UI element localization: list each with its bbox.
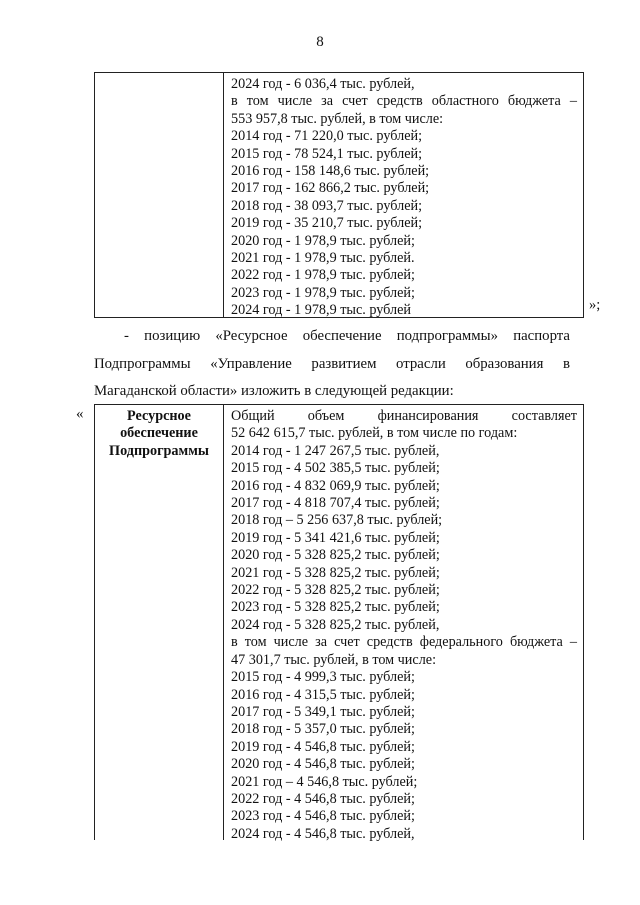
resource-funding-table [94, 404, 584, 840]
table-line: 2022 год - 5 328 825,2 тыс. рублей; [231, 582, 440, 599]
table-line: 2014 год - 71 220,0 тыс. рублей; [231, 128, 423, 145]
table-line: 2020 год - 5 328 825,2 тыс. рублей; [231, 547, 440, 564]
table-line: 2016 год - 4 832 069,9 тыс. рублей; [231, 477, 440, 494]
table-line: 2016 год - 4 315,5 тыс. рублей; [231, 686, 415, 703]
table-line: 2019 год - 35 210,7 тыс. рублей; [231, 215, 423, 232]
funding-table-continued [94, 72, 584, 318]
table-line: 2021 год - 5 328 825,2 тыс. рублей; [231, 564, 440, 581]
table-line: 2023 год - 5 328 825,2 тыс. рублей; [231, 599, 440, 616]
table-line: 2015 год - 4 502 385,5 тыс. рублей; [231, 460, 440, 477]
table-line: 2022 год - 1 978,9 тыс. рублей; [231, 267, 415, 284]
table-value-cell [231, 76, 577, 320]
table-line: 2019 год - 4 546,8 тыс. рублей; [231, 738, 415, 755]
table-line: 2024 год - 5 328 825,2 тыс. рублей, [231, 616, 440, 633]
paragraph-line: - позицию «Ресурсное обеспечение подпрограммы» паспорта [124, 328, 570, 344]
table-line: 553 957,8 тыс. рублей, в том числе: [231, 110, 444, 127]
label-line: обеспечение [120, 425, 198, 442]
table-line: 2020 год - 4 546,8 тыс. рублей; [231, 756, 415, 773]
paragraph-line: Подпрограммы «Управление развитием отрасли образования в [94, 356, 570, 372]
table-line: 2024 год - 6 036,4 тыс. рублей, [231, 76, 415, 92]
table-line: 2023 год - 1 978,9 тыс. рублей; [231, 284, 415, 301]
table-line: 2018 год - 38 093,7 тыс. рублей; [231, 197, 423, 214]
opening-quote: « [76, 406, 84, 422]
table-line: 2018 год - 5 357,0 тыс. рублей; [231, 721, 415, 738]
table-label-cell [95, 405, 224, 840]
table-line: 2015 год - 4 999,3 тыс. рублей; [231, 669, 415, 686]
paragraph-line: Магаданской области» изложить в следующей редакции: [94, 383, 454, 399]
table-line: 2020 год - 1 978,9 тыс. рублей; [231, 232, 415, 249]
table-line: в том числе за счет средств федерального бюджета – [231, 634, 577, 651]
table-line: 2022 год - 4 546,8 тыс. рублей; [231, 790, 415, 807]
table-line: 2024 год - 1 978,9 тыс. рублей [231, 302, 411, 319]
table-line: 2023 год - 4 546,8 тыс. рублей; [231, 808, 415, 825]
table-line: 52 642 615,7 тыс. рублей, в том числе по годам: [231, 425, 518, 442]
label-line: Ресурсное [127, 408, 191, 424]
label-line: Подпрограммы [109, 442, 209, 459]
page-number: 8 [316, 34, 324, 50]
table-line: Общий объем финансирования составляет [231, 408, 577, 424]
table-line: 2015 год - 78 524,1 тыс. рублей; [231, 145, 423, 162]
table-line: 2014 год - 1 247 267,5 тыс. рублей, [231, 442, 440, 459]
table-label-cell [95, 73, 224, 317]
table-line: 2018 год – 5 256 637,8 тыс. рублей; [231, 512, 443, 529]
table-line: 2017 год - 4 818 707,4 тыс. рублей; [231, 495, 440, 512]
table-line: 2021 год - 1 978,9 тыс. рублей. [231, 250, 415, 267]
table-line: 2021 год – 4 546,8 тыс. рублей; [231, 773, 418, 790]
closing-quote: »; [589, 297, 601, 313]
section-label [95, 405, 223, 460]
table-line: 2017 год - 5 349,1 тыс. рублей; [231, 703, 415, 720]
table-line: 2017 год - 162 866,2 тыс. рублей; [231, 180, 430, 197]
table-line: 2024 год - 4 546,8 тыс. рублей, [231, 825, 415, 842]
table-line: 47 301,7 тыс. рублей, в том числе: [231, 651, 437, 668]
table-line: 2019 год - 5 341 421,6 тыс. рублей; [231, 529, 440, 546]
table-line: 2016 год - 158 148,6 тыс. рублей; [231, 163, 430, 180]
table-line: в том числе за счет средств областного бюджета – [231, 93, 577, 110]
table-value-cell [231, 408, 577, 843]
